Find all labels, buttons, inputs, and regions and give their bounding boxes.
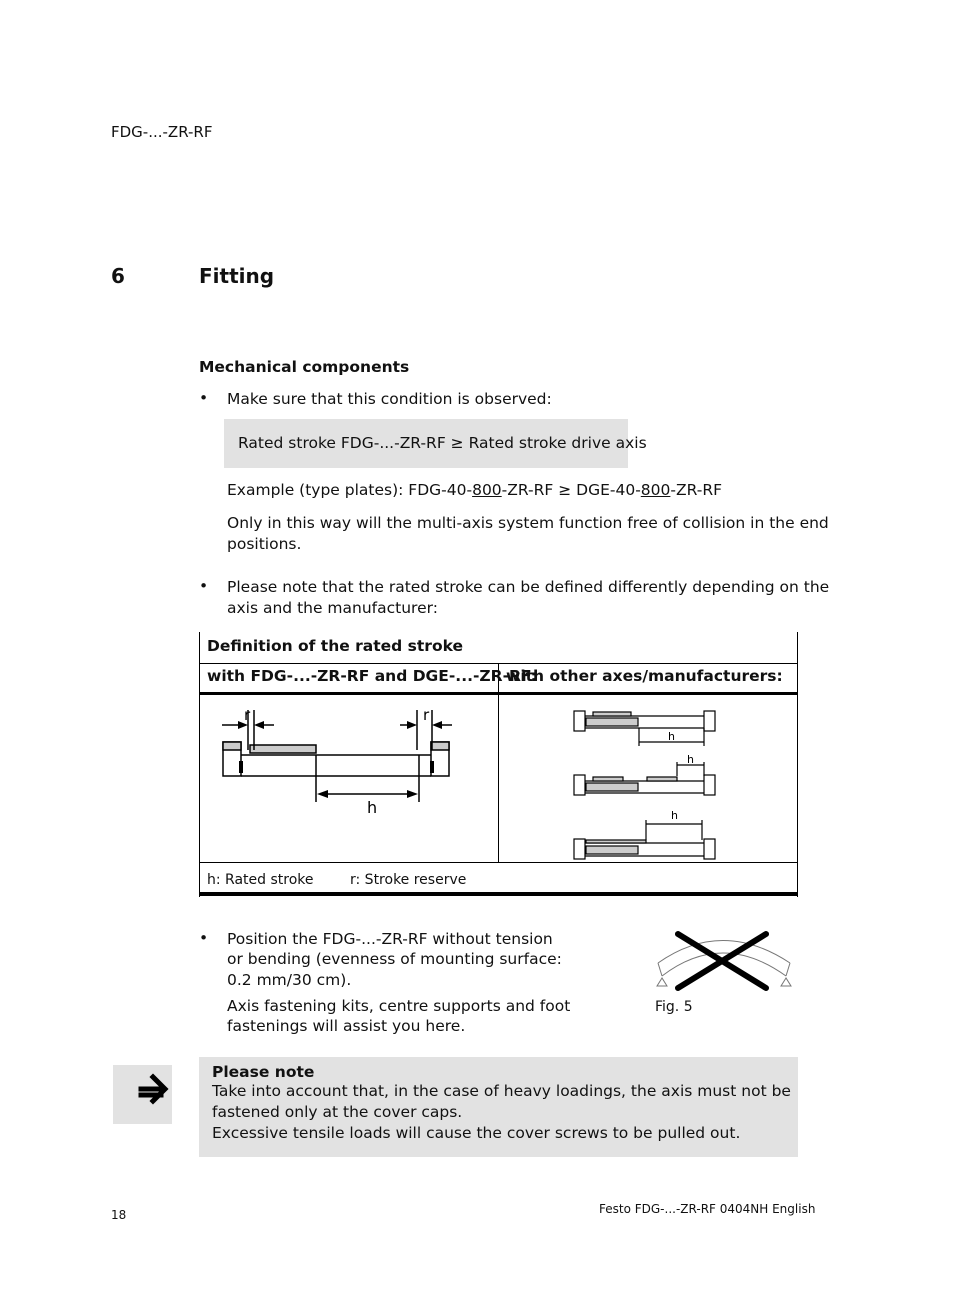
- figure-caption: Fig. 5: [655, 999, 693, 1015]
- rated-stroke-table: [199, 632, 798, 897]
- please-note-title: Please note: [212, 1063, 315, 1081]
- fig3-label-h: h: [671, 809, 678, 822]
- table-col2-header: with other axes/manufacturers:: [506, 667, 783, 685]
- document-header: FDG-...-ZR-RF: [111, 123, 213, 141]
- chapter-number: 6: [111, 264, 125, 288]
- please-note-line1: Take into account that, in the case of heavy loadings, the axis must not be: [212, 1082, 791, 1100]
- bullet3-line2: or bending (evenness of mounting surface:: [227, 950, 562, 968]
- bullet2-line2: axis and the manufacturer:: [227, 599, 438, 617]
- bullet1-text: Make sure that this condition is observed:: [227, 390, 552, 408]
- bullet3-line3: 0.2 mm/30 cm).: [227, 971, 352, 989]
- example-mid: -ZR-RF ≥ DGE-40-: [501, 481, 641, 499]
- page-number: 18: [111, 1208, 127, 1222]
- arrow-right-icon: [113, 1065, 172, 1124]
- please-note-line2: fastened only at the cover caps.: [212, 1103, 463, 1121]
- crossed-out-bent-axis-icon: [652, 928, 797, 994]
- collision-note-line1: Only in this way will the multi-axis system function free of collision in the end: [227, 514, 829, 532]
- label-r-left: r: [244, 706, 251, 724]
- table-title: Definition of the rated stroke: [207, 637, 464, 655]
- footer-publisher: Festo FDG-...-ZR-RF 0404NH English: [599, 1202, 816, 1216]
- collision-note-line2: positions.: [227, 535, 302, 553]
- bullet2-line1: Please note that the rated stroke can be defined differently depending on the: [227, 578, 830, 596]
- bullet-mark: •: [199, 389, 209, 407]
- table-col1-header: with FDG-...-ZR-RF and DGE-...-ZR-RF:: [207, 667, 537, 685]
- example-value-1: 800: [472, 481, 502, 499]
- section-title: Mechanical components: [199, 358, 410, 376]
- bullet-mark: •: [199, 929, 209, 947]
- bullet3-line1: Position the FDG-...-ZR-RF without tension: [227, 930, 553, 948]
- label-r-right: r: [423, 706, 430, 724]
- legend-stroke-reserve: r: Stroke reserve: [350, 872, 467, 888]
- fig2-label-h: h: [687, 753, 694, 766]
- example-prefix: Example (type plates): FDG-40-: [227, 481, 473, 499]
- example-suffix: -ZR-RF: [670, 481, 723, 499]
- fdg-stroke-diagram: [214, 700, 474, 820]
- bullet3-sub2: fastenings will assist you here.: [227, 1017, 466, 1035]
- example-value-2: 800: [640, 481, 671, 499]
- label-h: h: [367, 798, 378, 817]
- please-note-box: [199, 1057, 798, 1157]
- other-axes-diagrams: [569, 706, 719, 861]
- note-icon-box: [113, 1065, 172, 1124]
- fig1-label-h: h: [668, 730, 675, 743]
- condition-text: Rated stroke FDG-...-ZR-RF ≥ Rated stroke drive axis: [238, 434, 647, 452]
- bullet3-sub1: Axis fastening kits, centre supports and foot: [227, 997, 571, 1015]
- please-note-line3: Excessive tensile loads will cause the cover screws to be pulled out.: [212, 1124, 741, 1142]
- chapter-title: Fitting: [199, 264, 275, 288]
- bullet-mark: •: [199, 577, 209, 595]
- legend-rated-stroke: h: Rated stroke: [207, 872, 314, 888]
- example-line: [227, 480, 722, 501]
